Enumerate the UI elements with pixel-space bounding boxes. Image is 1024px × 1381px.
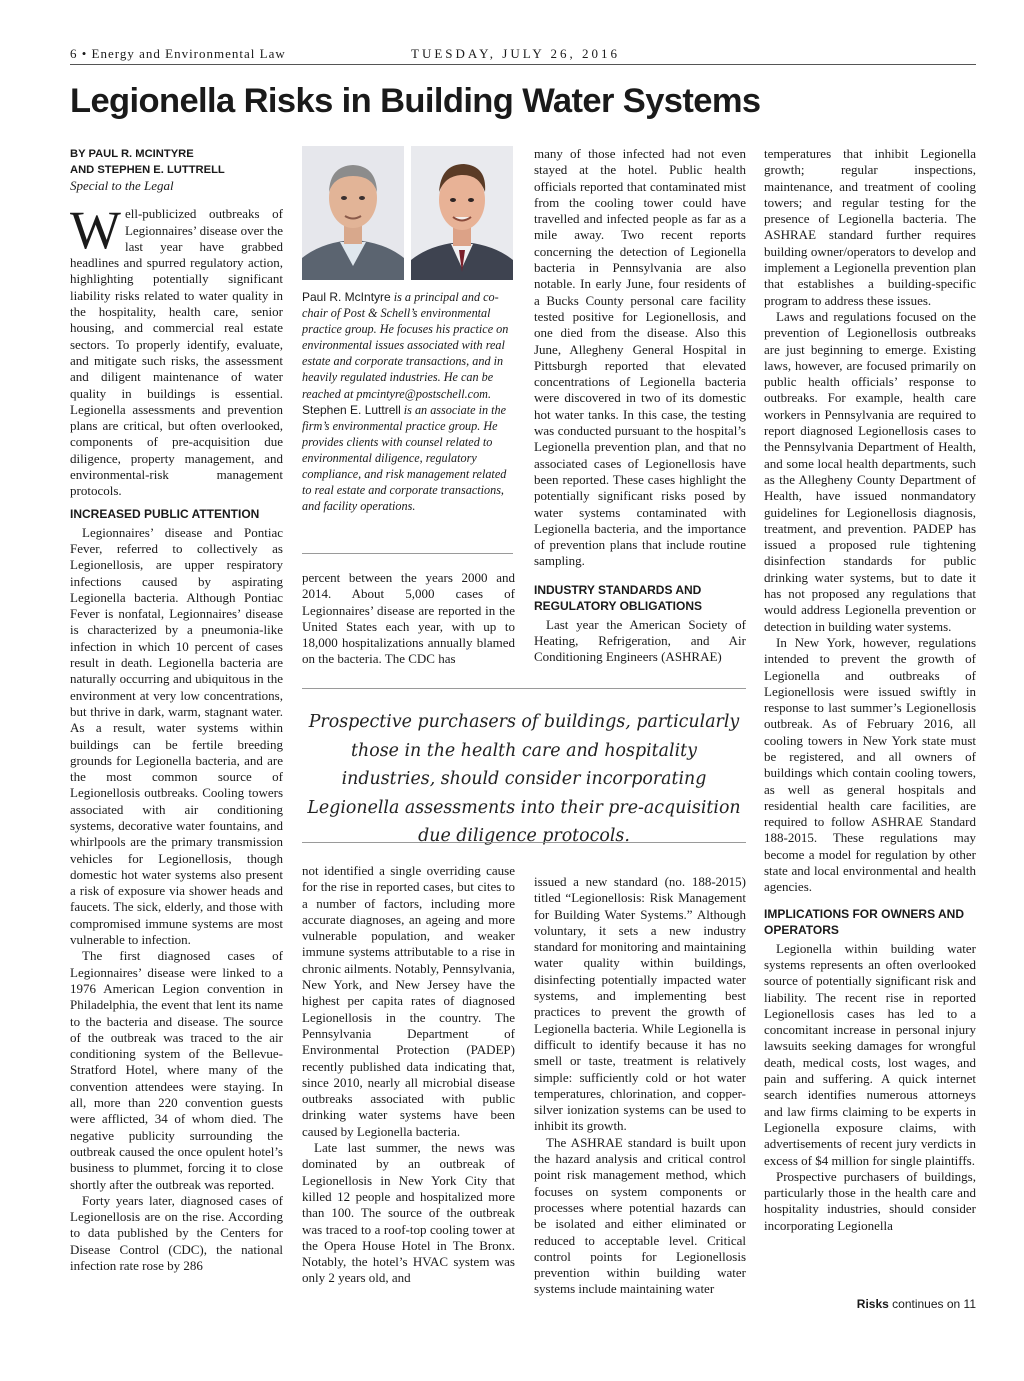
column-3-bottom	[534, 874, 746, 1298]
issue-date: TUESDAY, JULY 26, 2016	[411, 46, 621, 61]
continued-line	[762, 1297, 976, 1311]
continued-text: continues on 11	[888, 1297, 976, 1311]
page-folio: 6 • Energy and Environmental Law	[70, 46, 286, 61]
paragraph: Forty years later, diagnosed cases of Legionellosis are on the rise. According to data published by the Centers for Disease Control (CDC), the national infection rate rose by 286	[70, 1192, 283, 1273]
paragraph: percent between the years 2000 and 2014. About 5,000 cases of Legionnaires’ disease are reported in the United States each year, with up to 18,000 hospitalizations annually blamed on the bacteria. The CDC has	[302, 570, 515, 667]
paragraph: Legionella within building water systems represents an often overlooked source of potentially significant risk and liability. The recent rise in reported Legionellosis cases has led to a concomitant increase in personal injury lawsuits seeking damages for wrongful death, medical costs, lost wages, and pain and suffering. A quick internet search identifies numerous attorneys and law firms claiming to be experts in Legionella exposure claims, with advertisements of recent jury verdicts in excess of $4 million for single plaintiffs.	[764, 940, 976, 1168]
byline-line-1: BY PAUL R. MCINTYRE	[70, 148, 194, 160]
paragraph: Last year the American Society of Heating, Refrigeration, and Air Conditioning Engineers (ASHRAE)	[534, 616, 746, 665]
paragraph: Laws and regulations focused on the prevention of Legionellosis outbreaks are just beginning to emerge. Existing laws, however, are focused primarily on public health officials’ response to outbreaks. For example, health care workers in Pennsylvania are required to report diagnosed Legionellosis cases to the Pennsylvania Department of Health, and some local health departments, such as the Allegheny County Department of Health, have issued nonmandatory guidelines for Legionellosis diagnosis, treatment, and prevention. PADEP has issued a proposed rule tightening disinfection standards for public drinking water systems, but to date it has not proposed any regulations that would address Legionella prevention or detection in building water systems.	[764, 308, 976, 634]
paragraph: Legionnaires’ disease and Pontiac Fever, referred to collectively as Legionellosis, are upper respiratory infections caused by aspirating Legionella bacteria. Although Pontiac Fever is nonfatal, Legionnaires’ disease is characterized by a pneumonia-like infection in which 10 percent of cases result in death. Legionella bacteria are naturally occurring and ubiquitous in the environment at very low concentrations, but thrive in dark, warm, stagnant water. As a result, water systems within buildings can be fertile breeding grounds for Legionella bacteria, and are the most common source of Legionellosis outbreaks. Cooling towers associated with air conditioning systems, decorative water fountains, and whirlpools are the primary transmission vehicles for Legionellosis, though domestic hot water systems also present a risk of exposure via shower heads and faucets. The sick, elderly, and those with compromised immune systems are most vulnerable to infection.	[70, 524, 283, 948]
caption-bio-2: is an associate in the firm’s environmental practice group. He provides clients with counsel related to environmental diligence, regulatory compliance, and risk management related to real estate and corporate transactions, and facility operations.	[302, 402, 507, 514]
subhead-public-attention: INCREASED PUBLIC ATTENTION	[70, 506, 260, 521]
caption-rule	[302, 553, 513, 554]
lead-text: ell-publicized outbreaks of Legionnaires’ disease over the last year have grabbed headlines and spurred regulatory action, highlighting potentially significant liability risks related to water quality in the hospitality, health care, senior housing, and commercial real estate sectors. To properly identify, evaluate, and mitigate such risks, the assessment and diligent maintenance of water quality in buildings is essential. Legionella assessments and prevention plans are critical, but often overlooked, components of pre-acquisition due diligence, property management, and environmental-risk management protocols.	[70, 206, 283, 499]
column-2-bottom	[302, 863, 515, 1287]
subhead-implications: IMPLICATIONS FOR OWNERS AND OPERATORS	[764, 906, 964, 937]
byline-line-2: AND STEPHEN E. LUTTRELL	[70, 164, 225, 176]
portrait-luttrell-icon	[411, 146, 513, 280]
caption-name-2: Stephen E. Luttrell	[302, 402, 401, 417]
lead-paragraph	[70, 200, 283, 499]
pull-quote: Prospective purchasers of buildings, particularly those in the health care and hospitality industries, should consider incorporating Legionella assessments into their pre-acquisition due diligence protocols.	[307, 712, 741, 846]
byline-special: Special to the Legal	[70, 178, 174, 193]
paragraph: In New York, however, regulations intended to prevent the growth of Legionella and outbreaks of Legionellosis were issued swiftly in response to last summer’s Legionellosis outbreak. As of February 2016, all cooling towers in New York state must be registered, and all owners of buildings which contain cooling towers, as well as general hospitals and residential health care facilities, are required to follow ASHRAE Standard 188-2015. These regulations may become a model for regulation by other state and local environmental and health agencies.	[764, 634, 976, 895]
paragraph: The first diagnosed cases of Legionnaires’ disease were linked to a 1976 American Legion convention in Philadelphia, the event that lent its name to the bacteria and disease. The source of the outbreak was traced to the air conditioning system of the Bellevue-Stratford Hotel, where many of the convention attendees were staying. In all, more than 220 convention guests were afflicted, 34 of whom died. The negative publicity surrounding the outbreak caused the once opulent hotel’s business to plummet, forcing it to close shortly after the outbreak was reported.	[70, 948, 283, 1192]
paragraph: not identified a single overriding cause for the rise in reported cases, but cites to a number of factors, including more accurate diagnoses, an ageing and more vulnerable population, and weaker immune systems attributable to a rise in chronic ailments. Notably, Pennsylvania, New York, and New Jersey have the highest per capita rates of diagnosed Legionellosis in the country. The Pennsylvania Department of Environmental Protection (PADEP) recently published data indicating that, since 2010, nearly all microbial disease outbreaks associated with public drinking water systems have been caused by Legionella bacteria.	[302, 863, 515, 1139]
subhead-industry-standards: INDUSTRY STANDARDS AND REGULATORY OBLIGATIONS	[534, 582, 703, 613]
column-4	[764, 146, 976, 1234]
paragraph: many of those infected had not even stayed at the hotel. Public health officials reported that contaminated mist from the cooling tower could have travelled and infected people as far as a mile away. Two recent reports concerning the detection of Legionella bacteria in Pennsylvania are also notable. In early June, four residents of a Bucks County personal care facility tested positive for Legionellosis, and one died from the disease. Also this June, Allegheny General Hospital in Pittsburgh reported that elevated concentrations of Legionella bacteria were discovered in two of its domestic hot water tanks. In this case, the testing was conducted pursuant to the hospital’s Legionella prevention plan, and that no associated cases of Legionellosis have been reported. These cases highlight the potentially significant risks posed by water systems contaminated with Legionella bacteria, and the importance of prevention plans that include routine sampling.	[534, 146, 746, 569]
paragraph: The ASHRAE standard is built upon the hazard analysis and critical control point risk management method, which focuses on system components or processes where potential hazards can be isolated and either eliminated or reduced to acceptable level. Critical control points for Legionellosis prevention within building water systems include maintaining water	[534, 1134, 746, 1297]
author-photos	[302, 146, 513, 282]
paragraph: Late last summer, the news was dominated by an outbreak of Legionellosis in New York City that killed 12 people and hospitalized more than 100. The source of the outbreak was traced to a roof-top cooling tower at the Opera House Hotel in The Bronx. Notably, the hotel’s HVAC system was only 2 years old, and	[302, 1140, 515, 1286]
pull-quote-rule-bottom	[302, 842, 746, 843]
paragraph: temperatures that inhibit Legionella growth; regular inspections, maintenance, and treatment of cooling towers; and regular testing for the presence of Legionella bacteria. The ASHRAE standard further requires building owner/operators to develop and implement a Legionella prevention plan that establishes a building-specific program to address these issues.	[764, 146, 976, 308]
column-2-top	[302, 570, 515, 668]
article-headline: Legionella Risks in Building Water Systems	[70, 82, 761, 120]
column-1	[70, 146, 283, 1274]
page-header	[70, 44, 976, 65]
paragraph: Prospective purchasers of buildings, particularly those in the health care and hospitality industries, should consider incorporating Legionella	[764, 1168, 976, 1233]
paragraph: issued a new standard (no. 188-2015) titled “Legionellosis: Risk Management for Building Water Systems.” Although voluntary, it sets a new industry standard for monitoring and maintaining water quality within buildings, disinfecting potentially impacted water systems, and implementing best practices to prevent the growth of Legionella bacteria. While Legionella is difficult to identify because it has no smell or taste, treatment is relatively simple: sufficiently cold or hot water temperatures, chlorination, and copper-silver ionization systems can be used to inhibit its growth.	[534, 874, 746, 1134]
photo-caption	[302, 289, 513, 514]
portrait-mcintyre-icon	[302, 146, 404, 280]
pull-quote-rule-top	[302, 688, 746, 689]
continued-keyword: Risks	[856, 1297, 889, 1311]
caption-name-1: Paul R. McIntyre	[302, 290, 391, 304]
drop-cap: W	[70, 200, 121, 261]
column-3-top	[534, 146, 746, 666]
caption-bio-1: is a principal and co-chair of Post & Schell’s environmental practice group. He focuses his practice on environmental issues associated with real estate and corporate transactions, and in heavily regulated industries. He can be reached at pmcintyre@postschell.com.	[302, 290, 509, 401]
